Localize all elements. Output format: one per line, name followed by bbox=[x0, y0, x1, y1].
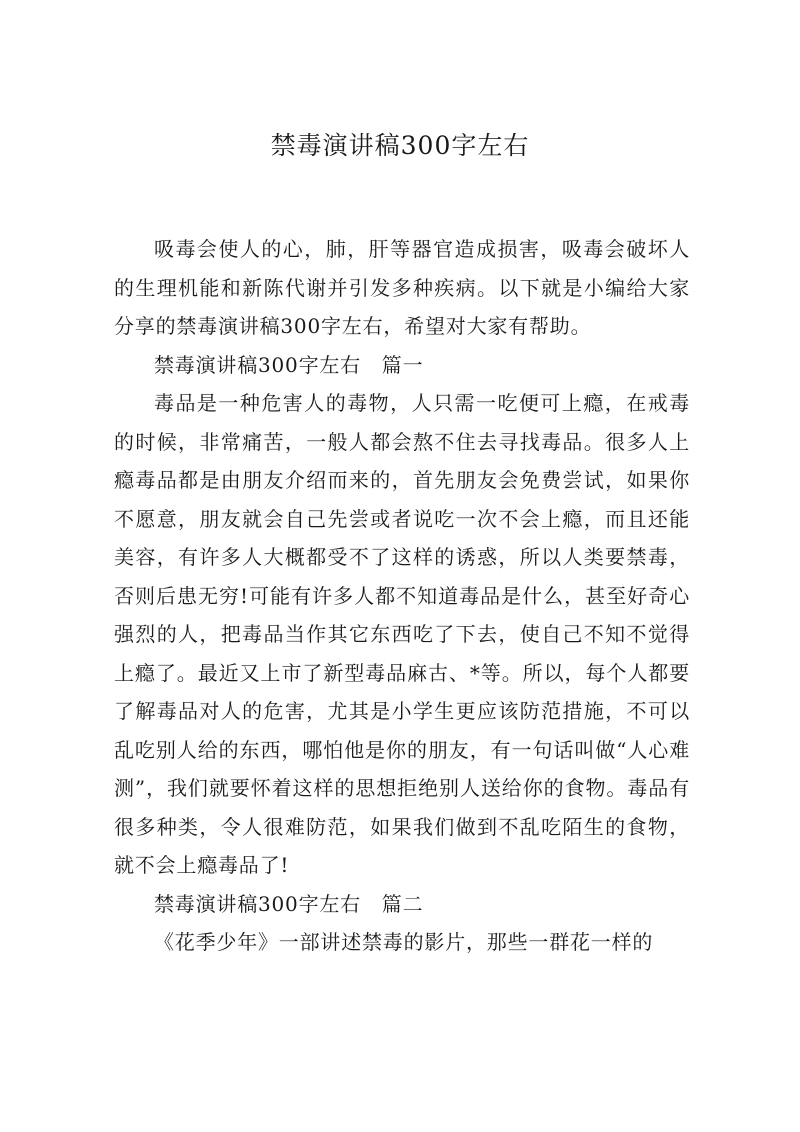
document-body bbox=[114, 230, 690, 962]
section-body-2: 《花季少年》一部讲述禁毒的影片，那些一群花一样的 bbox=[154, 930, 654, 954]
section-heading-2: 禁毒演讲稿300字左右 篇二 bbox=[154, 891, 424, 916]
intro-paragraph: 吸毒会使人的心，肺，肝等器官造成损害，吸毒会破坏人的生理机能和新陈代谢并引发多种疾病。以下就是小编给大家分享的禁毒演讲稿300字左右，希望对大家有帮助。 bbox=[114, 237, 690, 338]
document-title: 禁毒演讲稿300字左右 bbox=[270, 131, 530, 160]
section-body-1: 毒品是一种危害人的毒物，人只需一吃便可上瘾，在戒毒的时候，非常痛苦，一般人都会熬不住去寻找毒品。很多人上瘾毒品都是由朋友介绍而来的，首先朋友会免费尝试，如果你不愿意，朋友就会自己先尝或者说吃一次不会上瘾，而且还能美容，有许多人大概都受不了这样的诱惑，所以人类要禁毒，否则后患无穷!可能有许多人都不知道毒品是什么，甚至好奇心强烈的人，把毒品当作其它东西吃了下去，使自己不知不觉得上瘾了。最近又上市了新型毒品麻古、*等。所以，每个人都要了解毒品对人的危害，尤其是小学生更应该防范措施，不可以乱吃别人给的东西，哪怕他是你的朋友，有一句话叫做“人心难测”，我们就要怀着这样的思想拒绝别人送给你的食物。毒品有很多种类，令人很难防范，如果我们做到不乱吃陌生的食物，就不会上瘾毒品了! bbox=[114, 391, 690, 877]
section-heading-1: 禁毒演讲稿300字左右 篇一 bbox=[154, 352, 424, 377]
